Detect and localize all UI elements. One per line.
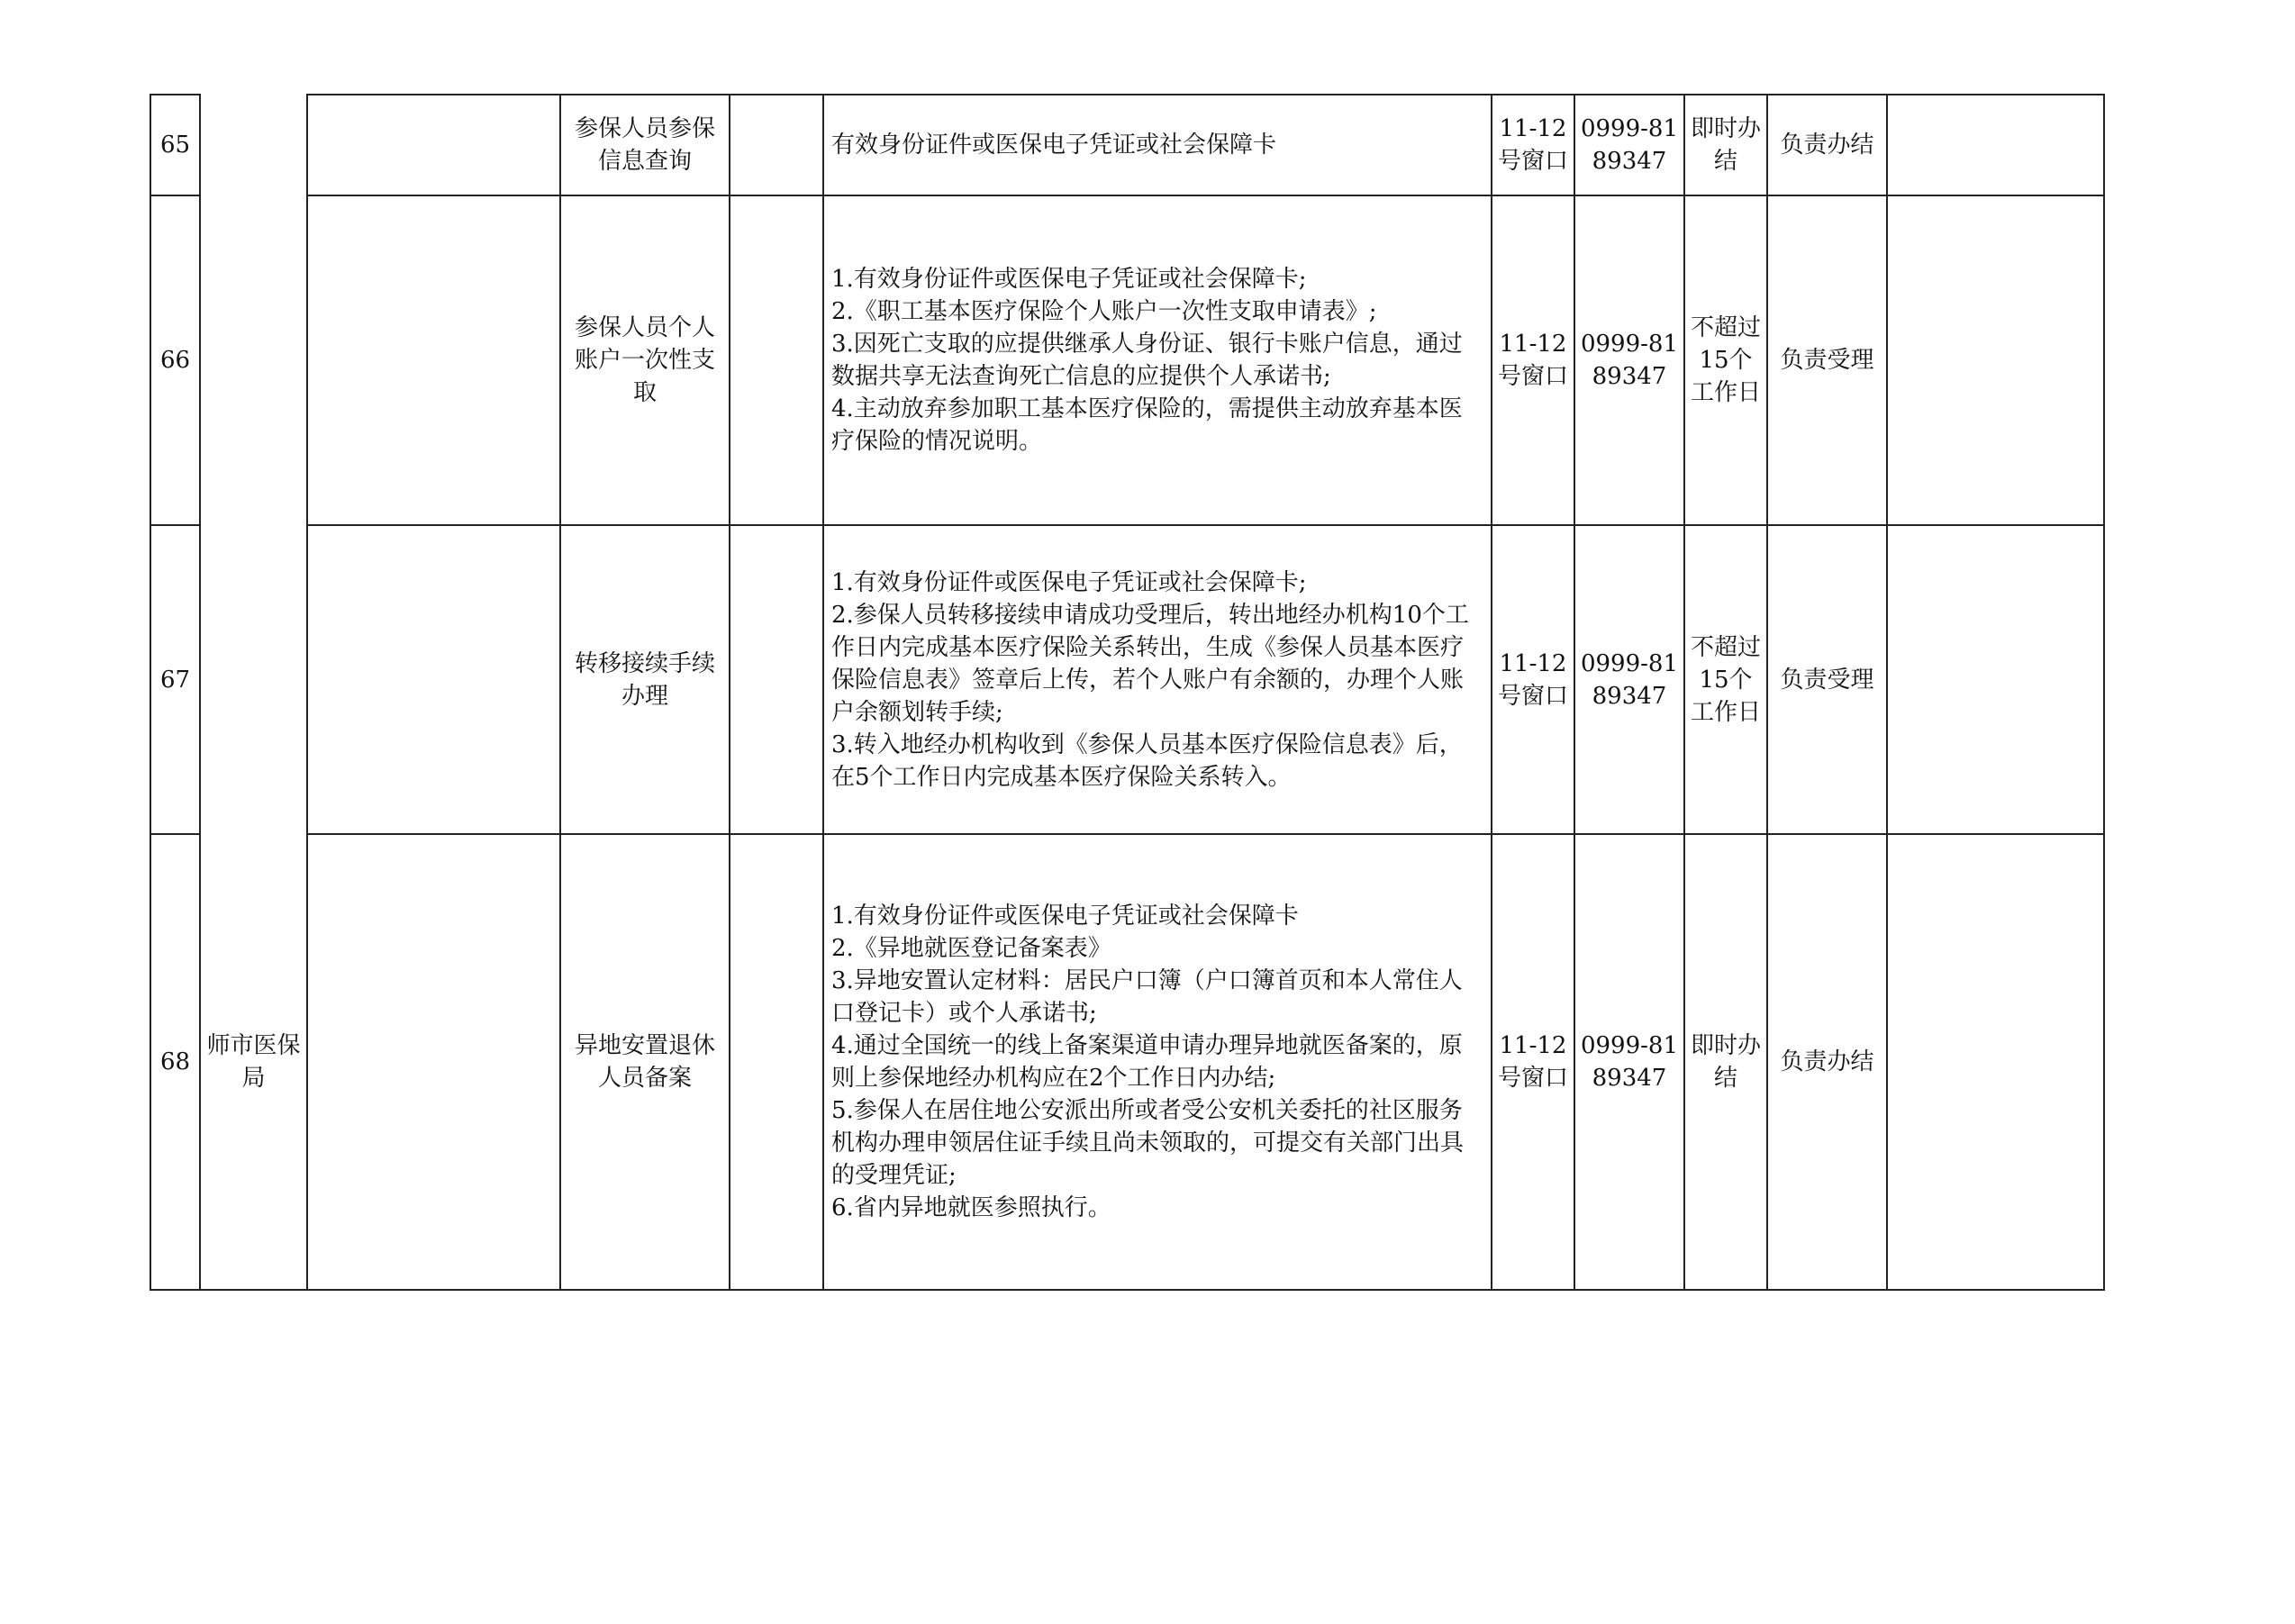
time-limit-cell: 即时办结 [1684, 95, 1767, 195]
time-limit-cell: 不超过15个工作日 [1684, 195, 1767, 525]
phone-cell: 0999-8189347 [1574, 195, 1684, 525]
material-line: 1.有效身份证件或医保电子凭证或社会保障卡; [831, 568, 1307, 596]
material-line: 3.异地安置认定材料：居民户口簿（户口簿首页和本人常住人口登记卡）或个人承诺书; [831, 967, 1463, 1027]
materials-cell [823, 525, 1492, 834]
window-cell: 11-12号窗口 [1492, 95, 1574, 195]
material-line: 3.因死亡支取的应提供继承人身份证、银行卡账户信息，通过数据共享无法查询死亡信息的应提供个人承诺书; [831, 331, 1463, 390]
item-name: 参保人员个人账户一次性支取 [560, 195, 730, 525]
responsibility-cell: 负责受理 [1767, 525, 1887, 834]
responsibility-cell: 负责受理 [1767, 195, 1887, 525]
phone-cell: 0999-8189347 [1574, 834, 1684, 1290]
time-limit-cell: 不超过15个工作日 [1684, 525, 1767, 834]
service-table [150, 94, 2105, 1291]
item-name: 参保人员参保信息查询 [560, 95, 730, 195]
item-name: 异地安置退休人员备案 [560, 834, 730, 1290]
responsibility-cell: 负责办结 [1767, 95, 1887, 195]
table-row [150, 834, 2104, 1290]
row-number: 67 [150, 525, 200, 834]
material-line: 5.参保人在居住地公安派出所或者受公安机关委托的社区服务机构办理申领居住证手续且尚未领取的，可提交有关部门出具的受理凭证; [831, 1097, 1465, 1189]
material-line: 2.《异地就医登记备案表》 [831, 935, 1111, 962]
window-cell: 11-12号窗口 [1492, 834, 1574, 1290]
department-cell [200, 195, 307, 525]
empty-cell [1887, 95, 2104, 195]
empty-cell [307, 195, 560, 525]
material-line: 4.通过全国统一的线上备案渠道申请办理异地就医备案的，原则上参保地经办机构应在2个工作日内办结; [831, 1032, 1463, 1092]
material-line: 3.转入地经办机构收到《参保人员基本医疗保险信息表》后，在5个工作日内完成基本医疗保险关系转入。 [831, 730, 1463, 791]
empty-cell [307, 525, 560, 834]
window-cell: 11-12号窗口 [1492, 195, 1574, 525]
materials-cell [823, 834, 1492, 1290]
material-line: 有效身份证件或医保电子凭证或社会保障卡 [831, 132, 1277, 159]
responsibility-cell: 负责办结 [1767, 834, 1887, 1290]
material-line: 1.有效身份证件或医保电子凭证或社会保障卡 [831, 903, 1299, 930]
phone-cell: 0999-8189347 [1574, 95, 1684, 195]
department-cell [200, 525, 307, 834]
material-line: 6.省内异地就医参照执行。 [831, 1194, 1111, 1221]
empty-cell [307, 834, 560, 1290]
table-row [150, 95, 2104, 195]
material-line: 1.有效身份证件或医保电子凭证或社会保障卡; [831, 266, 1307, 293]
material-line: 2.《职工基本医疗保险个人账户一次性支取申请表》; [831, 298, 1377, 325]
table-row [150, 525, 2104, 834]
row-number: 65 [150, 95, 200, 195]
material-line: 2.参保人员转移接续申请成功受理后，转出地经办机构10个工作日内完成基本医疗保险关系转出，生成《参保人员基本医疗保险信息表》签章后上传，若个人账户有余额的，办理个人账户余额划转手续; [831, 601, 1469, 726]
materials-cell [823, 95, 1492, 195]
empty-cell [730, 95, 823, 195]
table-row [150, 195, 2104, 525]
department-cell: 师市医保局 [200, 834, 307, 1290]
time-limit-cell: 即时办结 [1684, 834, 1767, 1290]
empty-cell [307, 95, 560, 195]
item-name: 转移接续手续办理 [560, 525, 730, 834]
window-cell: 11-12号窗口 [1492, 525, 1574, 834]
phone-cell: 0999-8189347 [1574, 525, 1684, 834]
empty-cell [730, 834, 823, 1290]
materials-cell [823, 195, 1492, 525]
empty-cell [1887, 834, 2104, 1290]
department-cell [200, 95, 307, 195]
empty-cell [730, 195, 823, 525]
material-line: 4.主动放弃参加职工基本医疗保险的，需提供主动放弃基本医疗保险的情况说明。 [831, 395, 1463, 455]
empty-cell [1887, 195, 2104, 525]
empty-cell [730, 525, 823, 834]
row-number: 68 [150, 834, 200, 1290]
empty-cell [1887, 525, 2104, 834]
row-number: 66 [150, 195, 200, 525]
